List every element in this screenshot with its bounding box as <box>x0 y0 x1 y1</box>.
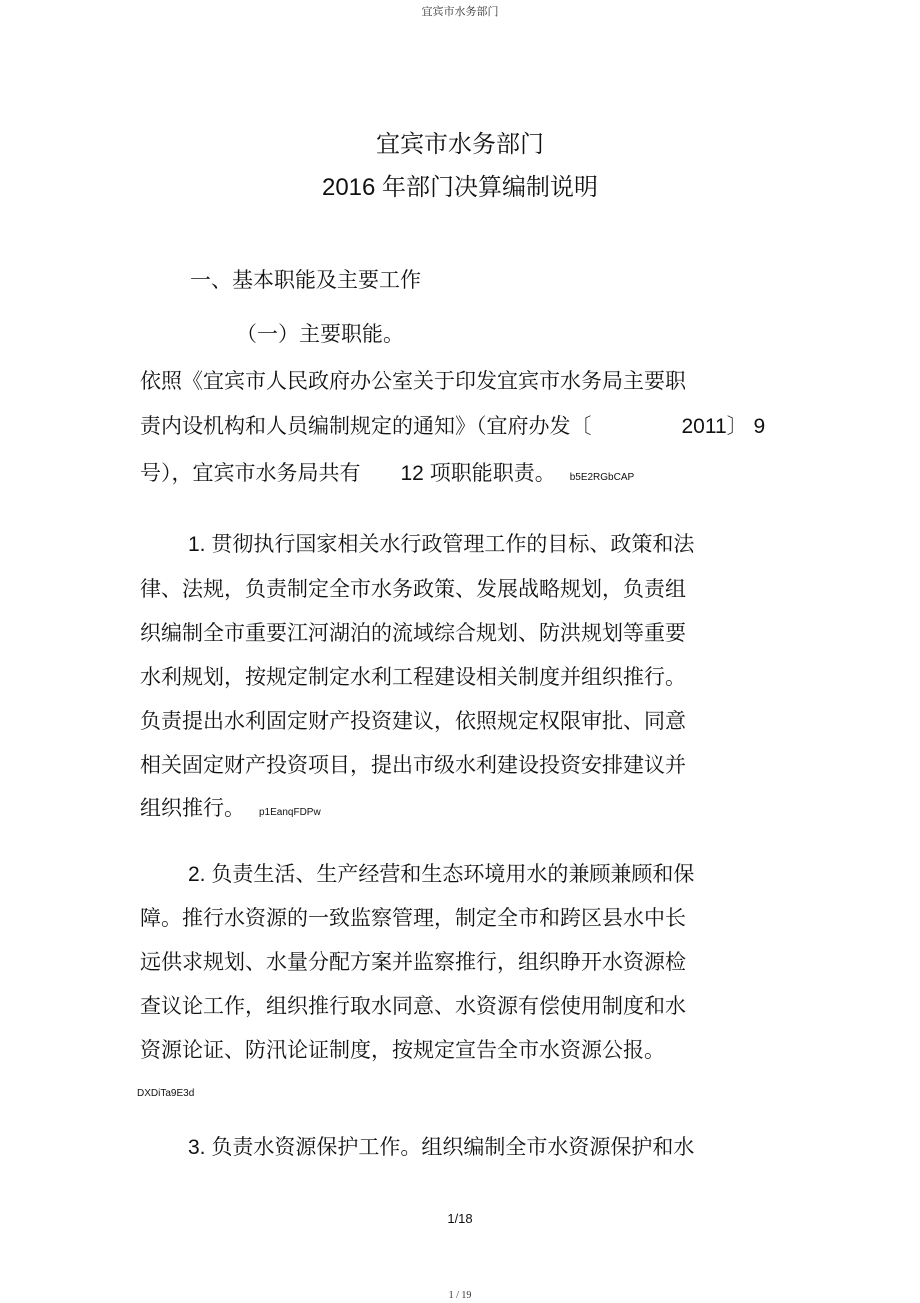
intro-line <box>140 414 765 440</box>
item1-line: 负责提出水利固定财产投资建议，依照规定权限审批、同意 <box>140 710 686 733</box>
doc-code: b5E2RGbCAP <box>569 472 635 483</box>
intro-text: 责内设机构和人员编制规定的通知》（宜府办发〔 <box>140 415 592 438</box>
item3-line: 3. 负责水资源保护工作。组织编制全市水资源保护和水 <box>188 1136 695 1159</box>
doc-title-line1: 宜宾市水务部门 <box>376 131 544 158</box>
doc-title-line2: 2016 年部门决算编制说明 <box>321 174 599 201</box>
intro-text: 12 项职能职责。 <box>400 462 556 485</box>
doc-code: p1EanqFDPw <box>259 807 321 818</box>
intro-line <box>140 461 634 491</box>
section-heading: 一、基本职能及主要工作 <box>190 269 421 292</box>
item2-line: 查议论工作，组织推行取水同意、水资源有偿使用制度和水 <box>140 995 686 1018</box>
item1-text: 组织推行。 <box>140 797 245 820</box>
intro-line: 依照《宜宾市人民政府办公室关于印发宜宾市水务局主要职 <box>140 370 686 393</box>
item1-line <box>140 796 321 826</box>
item2-line: 远供求规划、水量分配方案并监察推行，组织睁开水资源检 <box>140 951 686 974</box>
item1-line: 织编制全市重要江河湖泊的流域综合规划、防洪规划等重要 <box>140 622 686 645</box>
intro-text: 2011〕 9 <box>681 415 766 438</box>
item2-line: 资源论证、防汛论证制度，按规定宣告全市水资源公报。 <box>140 1039 665 1062</box>
page-number: 1/18 <box>447 1211 473 1226</box>
page-header: 宜宾市水务部门 <box>421 6 499 18</box>
doc-code: DXDiTa9E3d <box>137 1088 195 1099</box>
intro-text: 号），宜宾市水务局共有 <box>140 462 361 485</box>
item2-line: 障。推行水资源的一致监察管理，制定全市和跨区县水中长 <box>140 907 686 930</box>
item1-line: 水利规划，按规定制定水利工程建设相关制度并组织推行。 <box>140 666 686 689</box>
item1-line: 律、法规，负责制定全市水务政策、发展战略规划，负责组 <box>140 578 686 601</box>
item1-line: 相关固定财产投资项目，提出市级水利建设投资安排建议并 <box>140 754 686 777</box>
item1-line: 1. 贯彻执行国家相关水行政管理工作的目标、政策和法 <box>188 533 695 556</box>
subsection-heading: （一）主要职能。 <box>236 323 404 346</box>
item2-line: 2. 负责生活、生产经营和生态环境用水的兼顾兼顾和保 <box>188 863 695 886</box>
page-footer: 1 / 19 <box>448 1290 472 1301</box>
